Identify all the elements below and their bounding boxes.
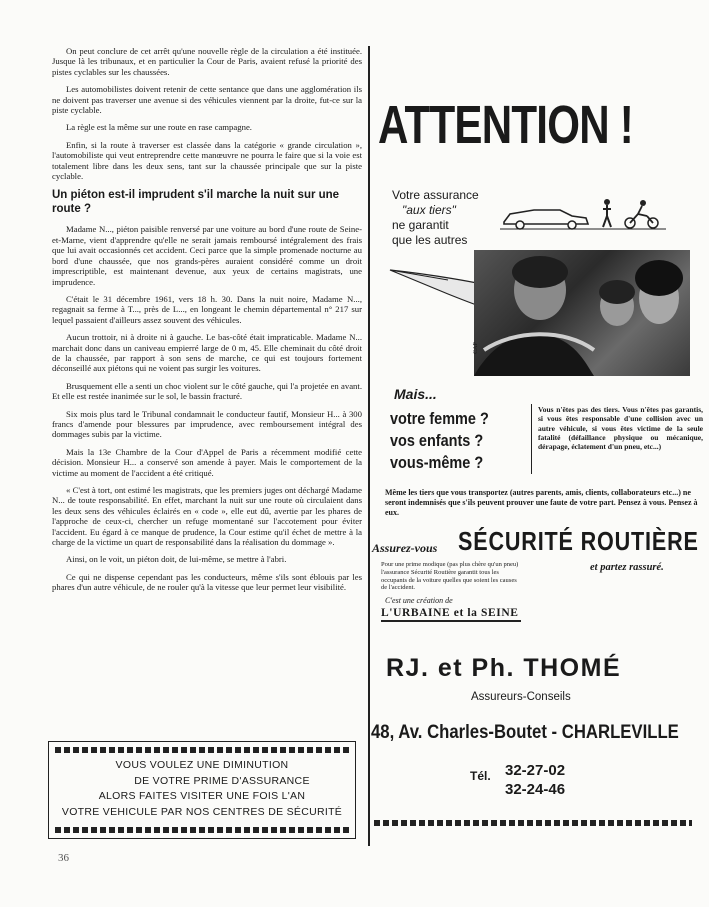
- article-paragraph: Aucun trottoir, ni à droite ni à gauche. Le bas-côté était impraticable. Madame N... marchait donc dans un caniveau empierré large de 0 m, 45. Elle cheminait du côté droit de la chaussée, par rapport à son sens de marche, ce qui est toujours fortement déconseillé aux piétons qui ne voient pas surgir les voitures.: [52, 332, 362, 374]
- prime-box-text: [49, 758, 355, 820]
- assurez-text: Assurez-vous: [372, 541, 438, 555]
- article-paragraph: Six mois plus tard le Tribunal condamnait le conducteur fautif, Monsieur H... à 300 francs d'amende pour blessures par imprudence, avec remboursement intégral des dommages subis par la victime.: [52, 408, 362, 440]
- company-address: 48, Av. Charles-Boutet - CHARLEVILLE: [371, 722, 679, 743]
- questions: [390, 408, 509, 474]
- meme-text: Même les tiers que vous transportez (autres parents, amis, clients, collaborateurs etc...) ne seront indemnisés que s'ils peuvent prouver une faute de votre part. Pensez à vous. Pensez à eux.: [385, 488, 698, 517]
- company-name: RJ. et Ph. THOMÉ: [386, 654, 622, 682]
- wavy-border-ad-bottom: [374, 820, 692, 826]
- article-column: [52, 46, 362, 600]
- article-paragraph: Enfin, si la route à traverser est classée dans la catégorie « grande circulation », l'automobiliste qui veut entreprendre cette manœuvre ne pourra le faire que si la voie est totalement libre dans les deux sens, tant sur la chaussée principale que sur la piste cyclable.: [52, 139, 362, 182]
- car-pedestrian-cyclist-icon: [500, 196, 670, 232]
- ad-title: ATTENTION !: [378, 95, 634, 155]
- prime-box-line: DE VOTRE PRIME D'ASSURANCE: [134, 774, 310, 787]
- article-paragraph: Les automobilistes doivent retenir de cette sentance que dans une agglomération ils ne doivent pas traverser une avenue si des véhicules viennent par la droite, fut-ce sur la piste cyclable.: [52, 84, 362, 116]
- prime-box: [48, 741, 356, 839]
- assurance-line: "aux tiers": [402, 203, 456, 217]
- prime-box-line: VOUS VOULEZ UNE DIMINUTION: [115, 759, 289, 771]
- creation-text: C'est une création de: [385, 596, 453, 605]
- prime-box-line: VOTRE VEHICULE PAR NOS CENTRES DE SÉCURITÉ: [61, 805, 343, 818]
- mais-text: Mais...: [394, 386, 437, 402]
- article-paragraph: « C'est à tort, ont estimé les magistrats, que les premiers juges ont déchargé Madame N... de toute responsabilité. En effet, marchant la nuit sur une route où circulaient dans les deux sens des véhicules éclairés en « code », elle eut dû, avertie par les phares de l'approche de ceux-ci, chercher un refuge momentané sur l'accotement pour éviter l'accident. Eu égard à ce manque de prudence, la Cour estime qu'il échet de mettre à la charge de la victime un quart de responsabilité dans la réalisation du dommage ».: [52, 485, 362, 548]
- urbaine-underline: [381, 620, 521, 622]
- wavy-border-bottom: [55, 827, 349, 833]
- assurance-line: que les autres: [392, 233, 468, 247]
- article-paragraph: Madame N..., piéton paisible renversé par une voiture au bord d'une route de Seine-et-Marne, vient d'apprendre qu'elle ne serait jamais remboursé intégralement des frais que lui avait occasionnés cet accident. Ceci parce que la simple promenade nocturne au bord d'une chaussée, que nos grands-pères auraient considéré comme un droit imprescriptible, est maintenant devenue, aux yeux de certains magistrats, une imprudence.: [52, 224, 362, 287]
- prime-box-line: ALORS FAITES VISITER UNE FOIS L'AN: [98, 790, 306, 802]
- column-divider: [368, 46, 370, 846]
- article-heading: Un piéton est-il imprudent s'il marche la nuit sur une route ?: [52, 189, 340, 216]
- assurance-line: Votre assurance: [392, 188, 479, 202]
- tel-label: Tél.: [470, 769, 491, 783]
- question-line: votre femme ?: [390, 409, 489, 428]
- assurance-line: ne garantit: [392, 218, 449, 232]
- article-paragraph: On peut conclure de cet arrêt qu'une nouvelle règle de la circulation a été instituée. Jusque là les tribunaux, et en particulier la Cour de Paris, avaient refusé la priorité des pistes cyclables sur les chaussées.: [52, 46, 362, 77]
- article-paragraph: Ainsi, on le voit, un piéton doit, de lui-même, se mettre à l'abri.: [66, 554, 287, 565]
- tel-number: 32-24-46: [505, 781, 566, 798]
- wavy-border-top: [55, 747, 349, 753]
- page-number: 36: [58, 852, 69, 864]
- securite-routiere: SÉCURITÉ ROUTIÈRE: [458, 526, 699, 556]
- tel-number: 32-27-02: [505, 762, 566, 779]
- family-photo: [474, 250, 690, 376]
- article-paragraph: Brusquement elle a senti un choc violent sur le côté gauche, qui l'a projetée en avant. Et elle est restée inanimée sur le sol, le bassin fracturé.: [52, 380, 362, 402]
- question-line: vous-même ?: [390, 453, 484, 472]
- article-paragraph: Ce qui ne dispense cependant pas les conducteurs, même s'ils sont éblouis par les phares d'un autre véhicule, de ne rouler qu'à la vitesse que leur permet leur visibilité.: [52, 571, 362, 593]
- photo-caption: CAP: [472, 342, 479, 354]
- urbaine-logo: L'URBAINE et la SEINE: [381, 607, 519, 619]
- prime-text: Pour une prime modique (pas plus chère qu'un pneu) l'assurance Sécurité Routière garantit tous les occupants de la voiture quelles que soient les causes de l'accident.: [381, 561, 519, 592]
- side-text: Vous n'êtes pas des tiers. Vous n'êtes pas garantis, si vous êtes responsable d'une collision avec un autre véhicule, si vous êtes victime de la seule fatalité (défaillance physique ou mécanique, dérapage, éclatement d'un pneu, etc...): [538, 405, 703, 452]
- article-paragraph: C'était le 31 décembre 1961, vers 18 h. 30. Dans la nuit noire, Madame N..., regagnait sa ferme à T..., près de L..., en longeant le chemin départemental n° 217 sur lequel passaient d'ailleurs assez souvent des véhicules.: [52, 293, 362, 325]
- article-paragraph: La règle est la même sur une route en rase campagne.: [66, 122, 252, 133]
- partez-text: et partez rassuré.: [590, 562, 664, 573]
- question-line: vos enfants ?: [390, 431, 484, 450]
- tel-numbers: [505, 761, 565, 799]
- company-subtitle: Assureurs-Conseils: [471, 691, 571, 703]
- article-paragraph: Mais la 13e Chambre de la Cour d'Appel de Paris a récemment modifié cette décision. Monsieur H... a conservé son amende à payer. Mais le comportement de la victime au moment de l'accident a été critiqué.: [52, 446, 362, 478]
- vertical-divider: [531, 404, 532, 474]
